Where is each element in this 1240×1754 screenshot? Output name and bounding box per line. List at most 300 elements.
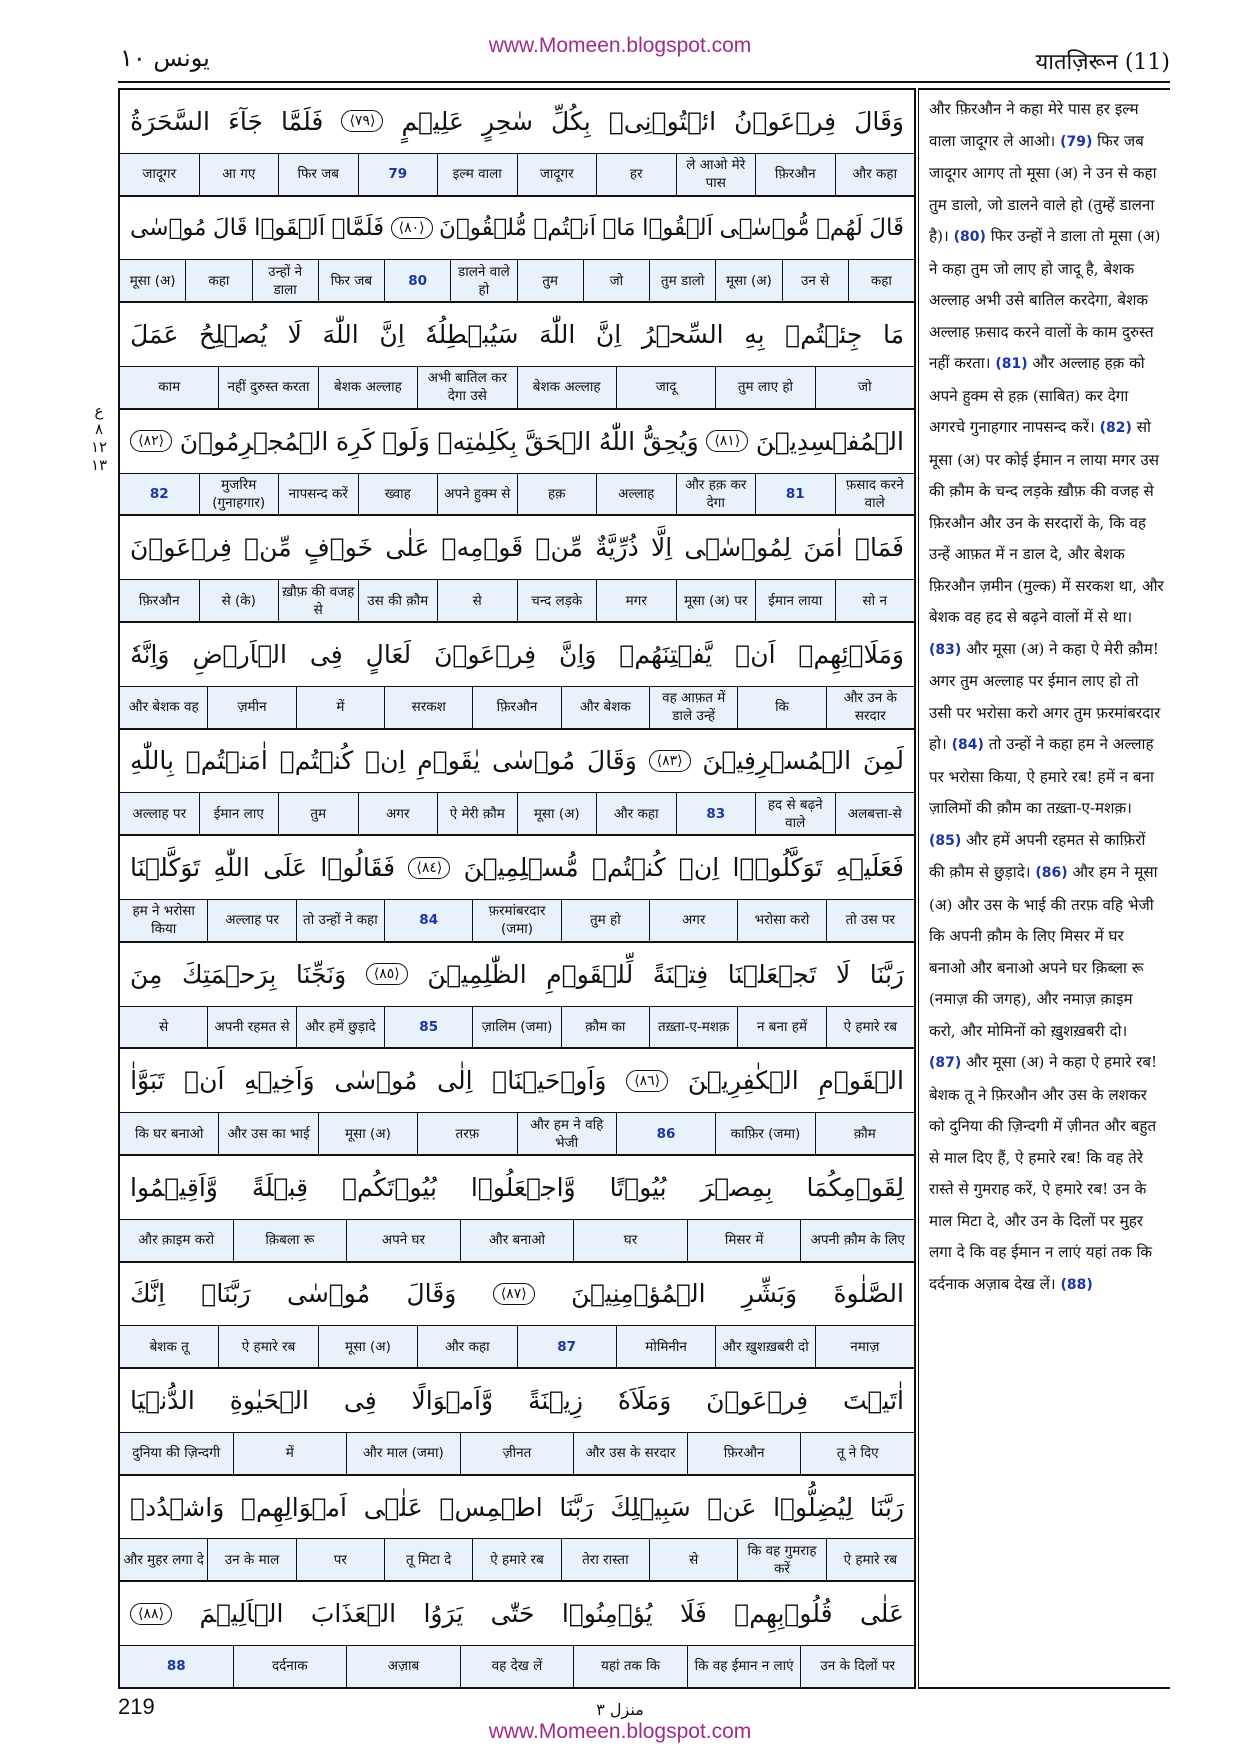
translation-cell: फ़साद करने वाले — [835, 474, 915, 515]
translation-cell: क़ौम का — [561, 1007, 649, 1048]
translation-row — [120, 1219, 914, 1261]
arabic-word: مِنَ — [130, 959, 163, 989]
translation-cell: और क़ाइम करो — [138, 1232, 215, 1249]
arabic-word: بُيُوۡتًا — [609, 1172, 667, 1202]
translation-row — [120, 686, 914, 728]
translation-cell: पर — [296, 1539, 384, 1580]
translation-cell: मूसा (अ) — [129, 272, 176, 289]
arabic-word: جَآءَ — [228, 106, 263, 136]
translation-cell: मूसा (अ) — [715, 260, 781, 301]
verse-number-cell: 82 — [149, 485, 169, 502]
translation-cell: ख्वाह — [358, 474, 438, 515]
verse-number-cell: 81 — [755, 474, 835, 515]
translation-cell: तुम हो — [561, 900, 649, 941]
verse-block — [120, 943, 914, 1050]
arabic-word: السِّحۡرُ — [641, 320, 724, 350]
arabic-word: الۡمُجۡرِمُوۡنَ — [179, 426, 329, 456]
translation-row — [120, 259, 914, 301]
side-verse-text: फिर जब जादूगर आगए तो मूसा (अ) ने उन से कहा तुम डालो, जो डालने वाले हो (तुम्हें डालना है)। — [929, 131, 1157, 245]
arabic-word: اَنۡ — [735, 639, 776, 669]
arabic-word: ائۡتُوۡنِیۡ — [608, 106, 717, 136]
verse-number-cell: 80 — [384, 260, 450, 301]
translation-cell: हद से बढ़ने वाले — [755, 793, 835, 834]
translation-cell: सरकश — [384, 687, 472, 728]
translation-row — [120, 1112, 914, 1154]
verse-end-marker: ⟨٨٨⟩ — [130, 1603, 172, 1625]
arabic-word: اطۡمِسۡ — [439, 1492, 543, 1522]
arabic-word: اَمۡوَالِهِمۡ — [241, 1492, 347, 1522]
translation-row — [120, 1538, 914, 1580]
translation-cell: अपनी क़ौम के लिए — [800, 1220, 914, 1261]
side-verse-text: और मूसा (अ) ने कहा ऐ मेरी क़ौम! अगर तुम अल्लाह पर ईमान लाए हो तो उसी पर भरोसा करो अगर तुम फ़रमांबरदार हो। — [929, 639, 1161, 753]
verse-block — [120, 623, 914, 730]
arabic-word: رَبَّنَاۤ — [201, 1279, 251, 1309]
verse-block — [120, 730, 914, 837]
arabic-word: رَبَّنَا — [869, 1492, 904, 1522]
surah-name: يونس ١٠ — [120, 44, 210, 72]
manzil-label: منزل ٣ — [596, 1700, 644, 1719]
arabic-word: وَقَالَ — [587, 746, 637, 776]
arabic-word: اللّٰهِ — [213, 853, 250, 883]
site-url-top[interactable]: www.Momeen.blogspot.com — [488, 34, 752, 57]
arabic-word: وَمَلَا۟ئِهِمۡ — [798, 639, 904, 669]
translation-cell: उन के माल — [207, 1539, 295, 1580]
translation-cell: से (के) — [199, 580, 279, 621]
arabic-line — [120, 1156, 914, 1219]
translation-cell: ऐ हमारे रब — [826, 1007, 914, 1048]
arabic-word: تَوَكَّلُوۡۤا — [732, 853, 823, 883]
translation-row — [120, 1006, 914, 1048]
arabic-word: وَاَوۡحَيۡنَاۤ — [492, 1066, 607, 1096]
arabic-word: الصَّلٰوةَ — [833, 1279, 904, 1309]
translation-cell: बेशक अल्लाह — [318, 367, 417, 408]
translation-cell: डालने वाले हो — [450, 260, 516, 301]
arabic-word: كُنۡتُمۡ — [591, 853, 666, 883]
arabic-word: فِتۡنَةً — [652, 959, 709, 989]
translation-cell: तुम — [278, 793, 358, 834]
translation-cell: उन्हों ने डाला — [252, 260, 318, 301]
arabic-word: فِى — [343, 1386, 377, 1415]
translation-cell: तू मिटा दे — [384, 1539, 472, 1580]
translation-row — [120, 473, 914, 515]
arabic-word: اِنۡ — [678, 853, 720, 883]
arabic-word: زِيۡنَةً — [527, 1386, 583, 1415]
translation-cell: तो उन्हों ने कहा — [296, 900, 384, 941]
verse-block — [120, 1582, 914, 1687]
arabic-word: يَرَوُا — [423, 1599, 464, 1629]
translation-cell: ऐ हमारे रब — [826, 1539, 914, 1580]
arabic-word: وَنَجِّنَا — [295, 959, 347, 989]
translation-cell: क़ौम — [815, 1113, 914, 1154]
translation-cell: और कहा — [835, 154, 915, 195]
verse-block — [120, 1263, 914, 1370]
translation-cell: अगर — [649, 900, 737, 941]
translation-cell: काफ़िर (जमा) — [715, 1113, 814, 1154]
arabic-word: حَتّٰى — [490, 1599, 535, 1629]
translation-cell: ईमान लाए — [199, 793, 279, 834]
site-url-bottom[interactable]: www.Momeen.blogspot.com — [488, 1720, 752, 1743]
translation-cell: और हमें छुड़ादे — [296, 1007, 384, 1048]
translation-cell: मगर — [596, 580, 676, 621]
verse-number-cell: 86 — [616, 1113, 715, 1154]
translation-cell: और उन के सरदार — [826, 687, 914, 728]
translation-cell: काम — [158, 379, 181, 396]
translation-cell: कि वह ईमान न लाएं — [687, 1646, 801, 1687]
translation-cell: और ख़ुशख़बरी दो — [715, 1326, 814, 1367]
translation-cell: ऐ हमारे रब — [472, 1539, 560, 1580]
arabic-word: الۡحَيٰوةِ — [229, 1386, 309, 1415]
side-verse-text: फिर उन्हों ने डाला तो मूसा (अ) ने कहा तुम जो लाए हो जादू है, बेशक अल्लाह अभी उसे बातिल करदेगा, बेशक अल्लाह फ़साद करने वालों के काम दुरुस्त नहीं करता। — [929, 227, 1161, 372]
arabic-word: فِرۡعَوۡنُ — [734, 106, 837, 136]
arabic-word: مِّنۡ — [244, 533, 292, 563]
arabic-word: وَبَشِّرِ — [741, 1279, 798, 1309]
arabic-word: قَالَ — [212, 214, 248, 241]
arabic-word: بِمِصۡرَ — [700, 1172, 773, 1202]
translation-cell: और हम ने वहि भेजी — [517, 1113, 616, 1154]
arabic-word: اللّٰهَ — [322, 320, 359, 350]
arabic-line — [120, 90, 914, 153]
arabic-word: وَّاجۡعَلُوۡا — [470, 1172, 576, 1202]
translation-row — [120, 1645, 914, 1687]
arabic-word: فَقَالُوۡا — [320, 853, 396, 883]
translation-cell: में — [296, 687, 384, 728]
translation-cell: फिर जब — [278, 154, 358, 195]
arabic-word: فَمَاۤ — [854, 533, 904, 563]
arabic-word: بِاللّٰهِ — [130, 746, 174, 776]
translation-cell: फिर जब — [318, 260, 384, 301]
arabic-word: قَوۡمِهٖ — [441, 533, 524, 563]
arabic-word: وَقَالَ — [854, 106, 904, 136]
side-verse-number: (82) — [1099, 420, 1132, 436]
translation-cell: अपनी रहमत से — [207, 1007, 295, 1048]
arabic-word: اِنَّ — [595, 320, 622, 350]
translation-cell: से — [649, 1539, 737, 1580]
side-verse-text: और मूसा (अ) ने कहा ऐ हमारे रब! बेशक तू ने फ़िरऔन और उस के लशकर को दुनिया की ज़िन्दगी में ज़ीनत और बहुत से माल दिए हैं, ऐ हमारे रब! कि वह तेरे रास्ते से गुमराह करें, ऐ हमारे रब! उन के माल मिटा दे, और उन के दिलों पर मुहर लगा दे कि वह ईमान न लाएं यहां तक कि दर्दनाक अज़ाब देख लें। — [929, 1053, 1158, 1293]
side-verse-number: (86) — [1035, 865, 1068, 881]
arabic-word: فِى — [309, 639, 343, 669]
translation-cell: ऐ मेरी क़ौम — [437, 793, 517, 834]
translation-cell: जादू — [616, 367, 715, 408]
translation-cell: और हक़ कर देगा — [676, 474, 756, 515]
arabic-word: وَمَلَاَهٗ — [617, 1386, 672, 1415]
arabic-word: فِرۡعَوۡنَ — [706, 1386, 809, 1415]
translation-cell: ज़ालिम (जमा) — [472, 1007, 560, 1048]
arabic-word: فَعَلَيۡهِ — [835, 853, 904, 883]
side-verse-number: (83) — [929, 641, 962, 658]
arabic-word: الۡمُؤۡمِنِيۡنَ — [571, 1279, 706, 1309]
translation-cell: ख़ौफ़ की वजह से — [278, 580, 358, 621]
translation-cell: हर — [596, 154, 676, 195]
translation-cell: मूसा (अ) — [517, 793, 597, 834]
translation-cell: कि — [737, 687, 825, 728]
translation-cell: अपने हुक्म से — [437, 474, 517, 515]
arabic-word: مَاۤ — [602, 214, 636, 241]
translation-cell: दर्दनाक — [233, 1646, 347, 1687]
arabic-word: سٰحِرٍ — [482, 106, 533, 136]
translation-cell: फ़िरऔन — [472, 687, 560, 728]
arabic-word: الۡقَوۡمِ — [818, 1066, 904, 1096]
side-verse-number: (84) — [951, 737, 984, 753]
arabic-word: جِئۡتُمۡ — [785, 320, 863, 350]
arabic-word: سَيُبۡطِلُهٗ — [425, 320, 519, 350]
arabic-line — [120, 1476, 914, 1539]
verse-block — [120, 410, 914, 517]
arabic-word: بِرَحۡمَتِكَ — [182, 959, 277, 989]
side-verse-text: तो उन्हों ने कहा हम ने अल्लाह पर भरोसा किया, ऐ हमारे रब! हमें न बना ज़ालिमों की क़ौम का तख़्ता-ए-मशक़। — [929, 735, 1154, 817]
arabic-word: الظّٰلِمِيۡنَ — [427, 959, 527, 989]
translation-cell: फ़िरऔन — [138, 592, 180, 609]
verse-block — [120, 1476, 914, 1583]
arabic-word: مُّسۡلِمِيۡنَ — [463, 853, 579, 883]
translation-cell: और कहा — [417, 1326, 516, 1367]
translation-cell: तरफ़ — [417, 1113, 516, 1154]
arabic-word: تَبَوَّاٰ — [130, 1066, 165, 1096]
arabic-word: وَاِنَّ — [559, 639, 597, 669]
arabic-word: عَنۡ — [707, 1492, 757, 1522]
translation-cell: में — [233, 1433, 347, 1474]
translation-cell: मुजरिम (गुनाहगार) — [199, 474, 279, 515]
arabic-word: يَّفۡتِنَهُمۡ — [619, 639, 713, 669]
verse-number-cell: 87 — [517, 1326, 616, 1367]
translation-cell: सो न — [835, 580, 915, 621]
arabic-word: عَلٰى — [385, 533, 430, 563]
arabic-word: وَلَوۡ — [382, 426, 430, 456]
arabic-word: قُلُوۡبِهِمۡ — [734, 1599, 833, 1629]
arabic-word: ذُرِّيَّةٌ — [595, 533, 639, 563]
arabic-word: اَنۡتُمۡ — [533, 214, 597, 241]
para-name: यातज़िरून (11) — [1035, 50, 1170, 75]
arabic-word: قَالَ — [869, 214, 904, 241]
arabic-word: لَهُمۡ — [816, 214, 863, 241]
arabic-word: يُصۡلِحُ — [198, 320, 268, 350]
ruku-mark — [84, 402, 114, 474]
translation-cell: घर — [573, 1220, 687, 1261]
translation-cell: नापसन्द करें — [278, 474, 358, 515]
arabic-word: وَّاَمۡوَالًا — [411, 1386, 494, 1415]
translation-cell: मूसा (अ) पर — [676, 580, 756, 621]
side-verse-text: और फ़िरऔन ने कहा मेरे पास हर इल्म वाला जादूगर ले आओ। — [929, 100, 1139, 150]
arabic-word: اِلَّا — [650, 533, 673, 563]
arabic-line — [120, 943, 914, 1006]
verse-end-marker: ⟨٨٦⟩ — [626, 1070, 668, 1092]
arabic-word: اٰتَيۡتَ — [843, 1386, 904, 1415]
translation-cell: उन से — [782, 260, 848, 301]
arabic-word: وَقَالَ — [406, 1279, 457, 1309]
arabic-word: تَجۡعَلۡنَا — [727, 959, 817, 989]
translation-cell: तू ने दिए — [800, 1433, 914, 1474]
side-verse-number: (80) — [953, 229, 986, 245]
translation-row — [120, 1432, 914, 1474]
translation-row — [120, 366, 914, 408]
verse-block — [120, 1156, 914, 1263]
arabic-word: كُنۡتُمۡ — [279, 746, 354, 776]
arabic-word: مِّنۡ — [535, 533, 583, 563]
side-verse-number: (88) — [1060, 1276, 1093, 1293]
side-translation — [918, 88, 1170, 1689]
verse-end-marker: ⟨٧٩⟩ — [341, 110, 383, 132]
translation-cell: और मुहर लगा दे — [123, 1551, 204, 1568]
translation-cell: चन्द लड़के — [517, 580, 597, 621]
arabic-word: عَلٰۤى — [363, 1492, 423, 1522]
translation-cell: तुम — [517, 260, 583, 301]
arabic-word: مَا — [882, 320, 904, 350]
translation-cell: इल्म वाला — [437, 154, 517, 195]
arabic-word: اللّٰهَ — [539, 320, 576, 350]
translation-cell: जो — [583, 260, 649, 301]
translation-cell: अपने घर — [346, 1220, 460, 1261]
arabic-word: اللّٰهُ — [598, 426, 636, 456]
arabic-word: اَلۡقُوۡا — [642, 214, 713, 241]
arabic-word: الۡاَلِيۡمَ — [199, 1599, 284, 1629]
arabic-word: لِمُوۡسٰۤى — [684, 533, 792, 563]
arabic-word: وَيُحِقُّ — [642, 426, 699, 456]
arabic-word: قِبۡلَةً — [251, 1172, 309, 1202]
translation-cell: न बना हमें — [737, 1007, 825, 1048]
translation-cell: वह आफ़त में डाले उन्हें — [649, 687, 737, 728]
translation-cell: से — [437, 580, 517, 621]
verse-end-marker: ⟨٨٤⟩ — [408, 857, 450, 879]
translation-cell: कि घर बनाओ — [134, 1125, 204, 1142]
translation-cell: और उस के सरदार — [573, 1433, 687, 1474]
arabic-line — [120, 516, 914, 579]
arabic-word: الۡعَذَابَ — [310, 1599, 397, 1629]
translation-row — [120, 792, 914, 834]
translation-cell: फ़िरऔन — [755, 154, 835, 195]
arabic-word: لَعَالٍ — [365, 639, 412, 669]
verse-table — [118, 88, 916, 1689]
translation-cell: उन के दिलों पर — [800, 1646, 914, 1687]
arabic-word: فَلَا — [680, 1599, 707, 1629]
arabic-word: يٰقَوۡمِ — [417, 746, 481, 776]
arabic-word: اِلٰى — [437, 1066, 473, 1096]
arabic-word: اٰمَنۡتُمۡ — [185, 746, 268, 776]
arabic-word: لِّلۡقَوۡمِ — [546, 959, 634, 989]
translation-cell: बेशक अल्लाह — [517, 367, 616, 408]
translation-cell: और माल (जमा) — [346, 1433, 460, 1474]
translation-cell: कि वह गुमराह करें — [737, 1539, 825, 1580]
translation-cell: अज़ाब — [346, 1646, 460, 1687]
arabic-line — [120, 623, 914, 686]
verse-end-marker: ⟨٨٠⟩ — [391, 217, 433, 239]
verse-block — [120, 197, 914, 304]
arabic-word: الۡمُفۡسِدِيۡنَ — [755, 426, 904, 456]
arabic-word: مُّوۡسٰۤى — [719, 214, 810, 241]
translation-cell: तख़्ता-ए-मशक़ — [649, 1007, 737, 1048]
translation-cell: मूसा (अ) — [318, 1113, 417, 1154]
side-verse-number: (81) — [995, 356, 1028, 372]
arabic-word: خَوۡفٍ — [303, 533, 374, 563]
arabic-line — [120, 410, 914, 473]
verse-end-marker: ⟨٨٣⟩ — [649, 750, 691, 772]
header-rule — [118, 81, 1170, 83]
arabic-word: بِهِ — [744, 320, 765, 350]
translation-cell: आ गए — [199, 154, 279, 195]
translation-cell: ईमान लाया — [755, 580, 835, 621]
side-verse-number: (79) — [1060, 133, 1093, 150]
arabic-word: السَّحَرَةُ — [130, 106, 210, 136]
arabic-word: الۡكٰفِرِيۡنَ — [687, 1066, 799, 1096]
arabic-word: الۡاَرۡضِ — [192, 639, 287, 669]
side-verse-number: (85) — [929, 832, 962, 849]
arabic-word: وَاشۡدُدۡ — [130, 1492, 225, 1522]
arabic-word: اِنَّكَ — [130, 1279, 166, 1309]
verse-end-marker: ⟨٨٥⟩ — [366, 963, 408, 985]
arabic-word: وَاَخِيۡهِ — [244, 1066, 315, 1096]
arabic-word: اَنۡ — [184, 1066, 225, 1096]
arabic-word: اِنۡ — [365, 746, 406, 776]
arabic-word: لِقَوۡمِكُمَا — [806, 1172, 904, 1202]
arabic-word: مُوۡسٰى — [130, 214, 207, 241]
arabic-word: الۡمُسۡرِفِيۡنَ — [702, 746, 852, 776]
arabic-word: الۡحَقَّ — [524, 426, 592, 456]
translation-cell: अल्लाह — [596, 474, 676, 515]
arabic-line — [120, 1049, 914, 1112]
translation-cell: जादूगर — [517, 154, 597, 195]
translation-cell: और कहा — [596, 793, 676, 834]
arabic-word: رَبَّنَا — [869, 959, 904, 989]
side-verse-text: और हमें अपनी रहमत से काफ़िरों की क़ौम से छुड़ादे। — [929, 830, 1146, 881]
translation-cell: मूसा (अ) — [318, 1326, 417, 1367]
translation-cell: फ़रमांबरदार (जमा) — [472, 900, 560, 941]
arabic-word: فِرۡعَوۡنَ — [130, 533, 232, 563]
arabic-line — [120, 1582, 914, 1645]
verse-number-cell: 83 — [676, 793, 756, 834]
verse-number-cell: 84 — [384, 900, 472, 941]
translation-cell: ज़मीन — [207, 687, 295, 728]
translation-cell: बेशक तू — [149, 1338, 189, 1355]
verse-end-marker: ⟨٨٢⟩ — [130, 430, 172, 452]
arabic-line — [120, 730, 914, 793]
arabic-line — [120, 197, 914, 260]
arabic-word: كَرِهَ — [335, 426, 375, 456]
arabic-word: الدُّنۡيَا — [130, 1386, 195, 1415]
verse-number-cell: 88 — [166, 1658, 186, 1675]
arabic-word: عَلٰى — [859, 1599, 904, 1629]
translation-cell: नमाज़ — [815, 1326, 914, 1367]
arabic-word: لَا — [835, 959, 851, 989]
translation-cell: अल्लाह पर — [207, 900, 295, 941]
verse-block — [120, 90, 914, 197]
translation-cell: मिसर में — [687, 1220, 801, 1261]
arabic-line — [120, 1369, 914, 1432]
translation-cell: जादूगर — [142, 166, 177, 183]
arabic-word: مُوۡسٰى — [492, 746, 576, 776]
translation-cell: और उस का भाई — [218, 1113, 317, 1154]
translation-cell: अभी बातिल कर देगा उसे — [417, 367, 516, 408]
translation-cell: उस की क़ौम — [358, 580, 438, 621]
arabic-word: اٰمَنَ — [803, 533, 843, 563]
arabic-word: بُيُوۡتَكُمۡ — [342, 1172, 437, 1202]
translation-row — [120, 899, 914, 941]
arabic-word: وَاِنَّهٗ — [130, 639, 170, 669]
arabic-word: وَّاَقِيۡمُوا — [130, 1172, 218, 1202]
verse-block — [120, 303, 914, 410]
arabic-word: يُؤۡمِنُوۡا — [561, 1599, 653, 1629]
verse-end-marker: ⟨٨٧⟩ — [493, 1283, 535, 1305]
translation-row — [120, 579, 914, 621]
verse-block — [120, 1049, 914, 1156]
arabic-word: تَوَكَّلۡنَا — [130, 853, 201, 883]
arabic-word: مُّلۡقُوۡنَ — [439, 214, 527, 241]
side-verse-text: सो मूसा (अ) पर कोई ईमान न लाया मगर उस की क़ौम के चन्द लड़के ख़ौफ़ की वजह से फ़िरऔन और उन के सरदारों के, कि वह उन्हें आफ़त में न डाल दे, और बेशक फ़िरऔन ज़मीन (मुल्क) में सरकश था, और बेशक वह हद से बढ़ने वालों में से था। — [929, 418, 1164, 626]
translation-cell: दुनिया की ज़िन्दगी — [132, 1445, 221, 1462]
verse-number-cell: 85 — [384, 1007, 472, 1048]
translation-cell: तेरा रास्ता — [561, 1539, 649, 1580]
translation-cell: तुम लाए हो — [715, 367, 814, 408]
translation-cell: ऐ हमारे रब — [218, 1326, 317, 1367]
translation-cell: हक़ — [517, 474, 597, 515]
translation-cell: यहां तक कि — [573, 1646, 687, 1687]
